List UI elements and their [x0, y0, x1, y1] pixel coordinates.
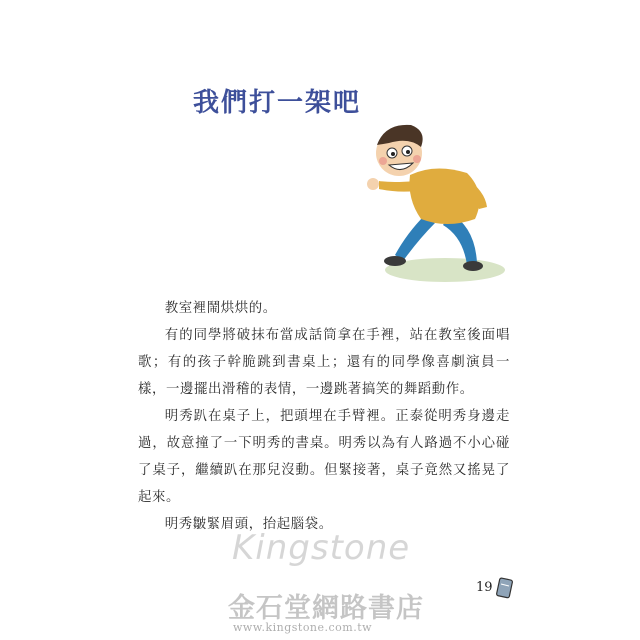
- chapter-title: 我們打一架吧: [193, 88, 362, 118]
- watermark-url: www.kingstone.com.tw: [233, 621, 373, 634]
- boy-illustration: [355, 115, 515, 290]
- paragraph: 明秀趴在桌子上，把頭埋在手臂裡。正泰從明秀身邊走過，故意撞了一下明秀的書桌。明秀以為有人路過不小心碰了桌子，繼續趴在那兒沒動。但緊接著，桌子竟然又搖晃了起來。: [138, 409, 510, 505]
- page-number: 19: [476, 580, 493, 595]
- book-icon: [495, 576, 515, 600]
- watermark-brand: Kingstone: [232, 528, 411, 568]
- paragraph: 有的同學將破抹布當成話筒拿在手裡，站在教室後面唱歌；有的孩子幹脆跳到書桌上；還有的同學像喜劇演員一樣，一邊擺出滑稽的表情，一邊跳著搞笑的舞蹈動作。: [138, 328, 510, 397]
- watermark-store-name: 金石堂網路書店: [228, 593, 424, 624]
- body-text: [138, 295, 510, 538]
- paragraph: 教室裡鬧烘烘的。: [164, 301, 277, 316]
- paragraph: 明秀皺緊眉頭，抬起腦袋。: [164, 517, 333, 532]
